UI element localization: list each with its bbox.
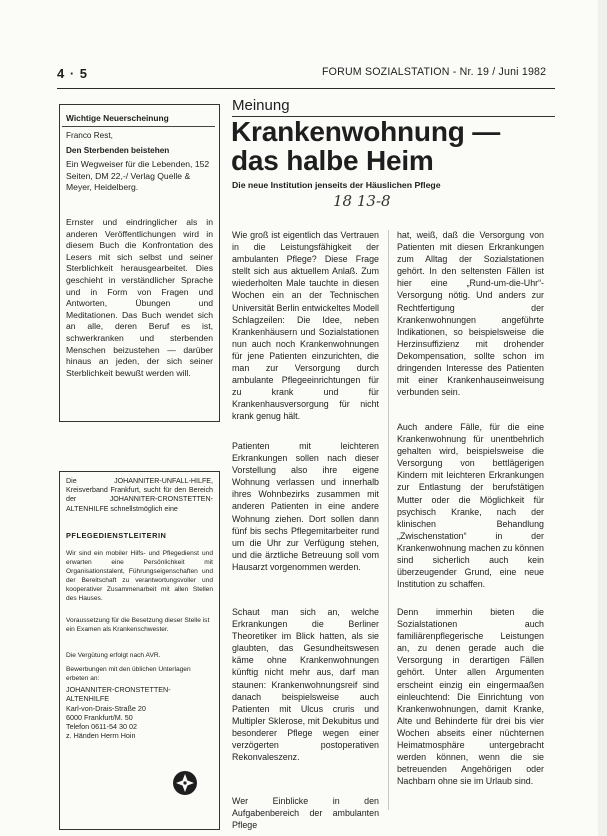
page-number: 4 · 5 <box>57 66 89 81</box>
article-paragraph: Wer Einblicke in den Aufgabenbereich der ambulanten Pflege <box>232 796 379 831</box>
column-divider <box>388 230 389 810</box>
job-ad-apply: Bewerbungen mit den üblichen Unterlagen erbeten an: <box>66 666 191 682</box>
job-ad-intro: Die JOHANNITER-UNFALL-HILFE, Kreisverband Frankfurt, sucht für den Bereich der JOHANNITER-CRONSTETTEN-ALTENHILFE schnellstmöglich eine <box>66 477 213 513</box>
article-title <box>231 117 531 175</box>
article-title-text: Krankenwohnung — das halbe Heim <box>231 116 501 176</box>
handwritten-note: 18 13-8 <box>333 192 391 210</box>
job-ad-requirements: Wir sind ein mobiler Hilfs- und Pflegedienst und erwarten eine Persönlichkeit mit Organisationstalent, Führungseigenschaften und der Bereitschaft zu verantwortungsvoller und kooperativer Zusammenarbeit mit allen Stellen des Hauses. <box>66 550 213 602</box>
job-ad-address <box>66 685 213 741</box>
job-ad-prerequisite: Voraussetzung für die Besetzung dieser Stelle ist ein Examen als Krankenschwester. <box>66 617 210 633</box>
article-paragraph: Auch andere Fälle, für die eine Krankenwohnung für unentbehrlich gehalten wird, beispielsweise die Versorgung von bettlägerigen Kindern mit leichteren Erkrankungen zur Entlastung der berufstätigen Mutter oder die Möglichkeit für psychisch Kranke, nach der klinischen Behandlung „Zwischenstation“ in der Krankenwohnung machen zu können sind sicherlich auch kein überzeugender Grund, eine neue Institution zu schaffen. <box>397 422 544 590</box>
article-paragraph: Denn immerhin bieten die Sozialstationen auch familiärenpflegerische Leistungen an, zu denen gerade auch die Versorgung in derartigen Fällen gehört. Unter allen Argumenten erscheint einzig ein eingermaaßen einleuchtend: Die Einrichtung von Krankenwohnungen, damit Kranke, Alte und Behinderte für drei bis vier Wochen abseits einer nüchternen Heimatmosphäre untergebracht werden können, wenn die sie betreuenden Angehörigen oder Nachbarn ohne sie im Urlaub sind. <box>397 607 544 787</box>
job-ad-position: PFLEGEDIENSTLEITERIN <box>66 531 167 540</box>
header-rule <box>57 88 555 89</box>
article-paragraph: Patienten mit leichteren Erkrankungen sollen nach dieser Vorstellung also ihre eigene Wohnung verlassen und innerhalb ihres Wohnbezirks zusammen mit anderen Patienten in eine andere Wohnung ziehen. Dort sollen dann fünf bis sechs Pflegemitarbeiter rund um die Uhr zur Verfügung stehen, und die ärztliche Betreuung soll vom Hausarzt vorgenommen werden. <box>232 441 379 572</box>
scan-edge <box>598 0 607 836</box>
johanniter-cross-icon <box>172 770 198 796</box>
book-review-heading: Wichtige Neuerscheinung <box>66 113 169 123</box>
book-title: Den Sterbenden beistehen <box>66 146 170 155</box>
job-ad-street: Karl-von-Drais-Straße 20 <box>66 703 146 713</box>
job-ad-phone: Telefon 0611-54 30 02 <box>66 722 137 732</box>
job-ad-organization: JOHANNITER-CRONSTETTEN-ALTENHILFE <box>66 685 171 704</box>
article-paragraph: Schaut man sich an, welche Erkrankungen die Berliner Theoretiker im Blick hatten, als sie glaubten, das Gesundheitswesen käme ohne Krankenwohnungen künftig nicht mehr aus, darf man staunen: Krankenwohnungsreif sind danach beispielsweise auch Patienten mit Ulcus cruris und Multipler Sklerose, mit Dekubitus und besonderer Pflege wegen einer verzögerten postoperativen Rekonvaleszenz. <box>232 607 379 763</box>
book-subtitle: Ein Wegweiser für die Lebenden, 152 Seiten, DM 22,-/ Verlag Quelle & Meyer, Heidelberg. <box>66 159 210 193</box>
job-ad-pay: Die Vergütung erfolgt nach AVR. <box>66 652 161 659</box>
job-ad-city: 6000 Frankfurt/M. 50 <box>66 712 133 722</box>
article-paragraph: hat, weiß, daß die Versorgung von Patienten mit diesen Erkrankungen zum Alltag der Sozialstationen gehört. In den seltensten Fällen ist hier eine „Rund-um-die-Uhr“-Versorgung nötig. Und anders zur Rechtfertigung der Krankenwohnungen angeführte Indikationen, so beispielsweise die Herzinsuffizienz mit drohender Dekompensation, sollte schon im dringenden Interesse des Patienten mit einer Krankenhauseinweisung verbunden sein. <box>397 230 544 398</box>
publication-header: FORUM SOZIALSTATION - Nr. 19 / Juni 1982 <box>322 66 547 78</box>
job-ad-attention: z. Händen Herrn Hoin <box>66 731 136 741</box>
book-author: Franco Rest, <box>66 131 113 140</box>
article-subtitle: Die neue Institution jenseits der Häuslichen Pflege <box>232 180 441 190</box>
book-review-rule <box>62 126 215 127</box>
article-kicker: Meinung <box>232 97 290 114</box>
article-paragraph: Wie groß ist eigentlich das Vertrauen in die Leistungsfähigkeit der ambulanten Pflege? Diese Frage stellt sich aus aktuellem Anlaß. Zum wiederholten Male tauchte in diesen Wochen ein an der Technischen Universität Berlin entwickeltes Modell Schlagzeilen: Die Idee, neben Krankenhäusern und Sozialstationen nun auch noch Krankenwohnungen für jene Patienten einzurichten, die man zur Versorgung durch ambulante Pflegeeinrichtungen für zu krank und für Krankenhausversorgung für nicht krank genug hält. <box>232 230 379 422</box>
book-review-text: Ernster und eindringlicher als in anderen Veröffentlichungen wird in diesem Buch die Konfrontation des Lesers mit sich selbst und seiner Sterblichkeit herausgearbeitet. Dies geschieht in verständlicher Sprache und in Form von Fragen und Antworten, Übungen und Meditationen. Das Buch wendet sich an alle, deren Beruf es ist, schwerkranken und sterbenden Menschen beizustehen — darüber hinaus an jeden, der sich seiner Sterblichkeit bewußt werden will. <box>66 217 213 378</box>
